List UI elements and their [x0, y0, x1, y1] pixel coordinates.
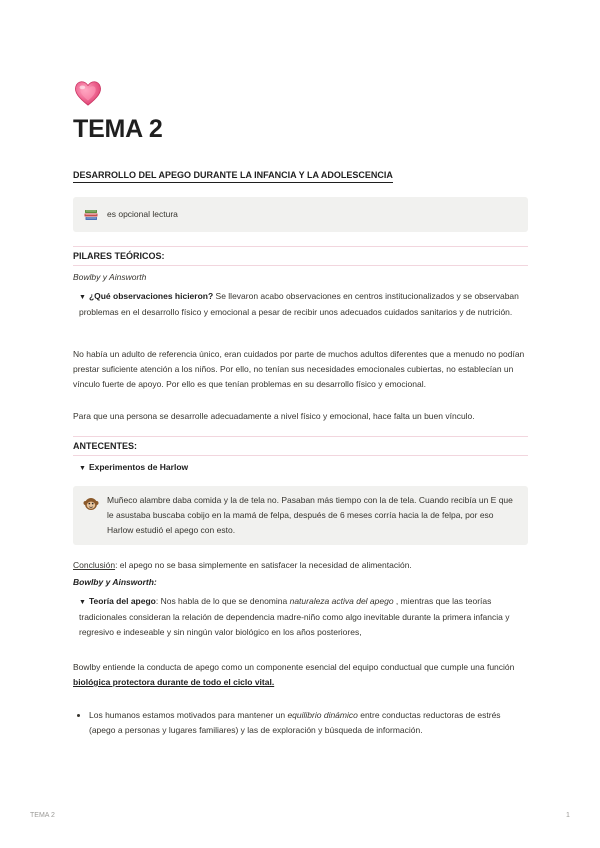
- document-subtitle: DESARROLLO DEL APEGO DURANTE LA INFANCIA Y LA ADOLESCENCIA: [73, 168, 393, 183]
- conclusion-label: Conclusión: [73, 560, 116, 570]
- paragraph-text: Bowlby entiende la conducta de apego como un componente esencial del equipo conductual que cumple una función: [73, 662, 515, 672]
- toggle-triangle-icon[interactable]: ▼: [79, 599, 86, 606]
- toggle-text-italic: naturaleza activa del apego: [289, 596, 394, 606]
- list-item: [89, 708, 528, 738]
- callout-text: es opcional lectura: [107, 209, 178, 219]
- conclusion-text: : el apego no se basa simplemente en satisfacer la necesidad de alimentación.: [115, 560, 412, 570]
- bullet-list: [73, 708, 528, 738]
- toggle-label: Teoría del apego: [88, 596, 156, 606]
- bullet-text: entre conductas reductoras de estrés (apego a personas y lugares familiares) y las de exploración y búsqueda de información.: [89, 710, 501, 735]
- footer-page-number: 1: [566, 812, 570, 819]
- section-heading-antecedentes: ANTECENTES:: [73, 439, 528, 456]
- bullet-text-italic: equilibrio dinámico: [287, 710, 358, 720]
- harlow-callout: [73, 486, 528, 545]
- toggle-text: , mientras que las teorías tradicionales consideran la relación de dependencia madre-niño como algo inevitable durante la primera infancia y regresivo e indeseable y sin ningún valor biológico en los años posteriores,: [79, 596, 510, 637]
- toggle-teoria-apego[interactable]: [73, 594, 528, 640]
- paragraph-bold-text: biológica protectora durante de todo el ciclo vital.: [73, 677, 275, 687]
- callout-text: Muñeco alambre daba comida y la de tela no. Pasaban más tiempo con la de tela. Cuando recibía un E que le asustaba buscaba cobijo en la mamá de felpa, después de 6 meses corría hacia la de felpa, por eso Harlow estudió el apego con esto.: [107, 495, 513, 535]
- books-icon: [83, 207, 99, 223]
- paragraph-vinculo: Para que una persona se desarrolle adecuadamente a nivel físico y emocional, hace falta un buen vínculo.: [73, 411, 475, 421]
- divider: [73, 246, 528, 247]
- divider: [73, 436, 528, 437]
- toggle-label: ¿Qué observaciones hicieron?: [88, 291, 214, 301]
- bullet-text: Los humanos estamos motivados para mantener un: [89, 710, 288, 720]
- paragraph-bowlby: [73, 660, 528, 690]
- authors-line: Bowlby y Ainsworth: [73, 272, 147, 282]
- toggle-triangle-icon[interactable]: ▼: [79, 294, 86, 301]
- section-heading-pilares: PILARES TEÓRICOS:: [73, 249, 528, 266]
- optional-reading-callout: [73, 197, 528, 232]
- paragraph-conclusion: [73, 558, 528, 573]
- authors-line-2: Bowlby y Ainsworth:: [73, 577, 157, 587]
- toggle-observaciones[interactable]: [73, 289, 528, 320]
- toggle-text: : Nos habla de lo que se denomina: [155, 596, 290, 606]
- page-title: TEMA 2: [73, 115, 163, 143]
- monkey-icon: [83, 496, 99, 512]
- heart-icon: [73, 78, 103, 108]
- toggle-harlow[interactable]: [73, 460, 528, 476]
- toggle-triangle-icon[interactable]: ▼: [79, 465, 86, 472]
- document-page: [73, 78, 528, 738]
- paragraph-adulto-referencia: No había un adulto de referencia único, eran cuidados por parte de muchos adultos diferentes que a menudo no podían prestar suficiente atención a los niños. Por ello, no tenían sus necesidades emocionales cubiertas, no establecían un vínculo fuerte de apoyo. Por ello es que tenían problemas en su desarrollo físico y emocional.: [73, 349, 525, 389]
- footer-title: TEMA 2: [30, 812, 55, 819]
- toggle-text: Se llevaron acabo observaciones en centros institucionalizados y se observaban problemas en el desarrollo físico y emocional a pesar de recibir unos adecuados cuidados sanitarios y de nutrición.: [79, 291, 519, 317]
- toggle-label: Experimentos de Harlow: [88, 462, 189, 472]
